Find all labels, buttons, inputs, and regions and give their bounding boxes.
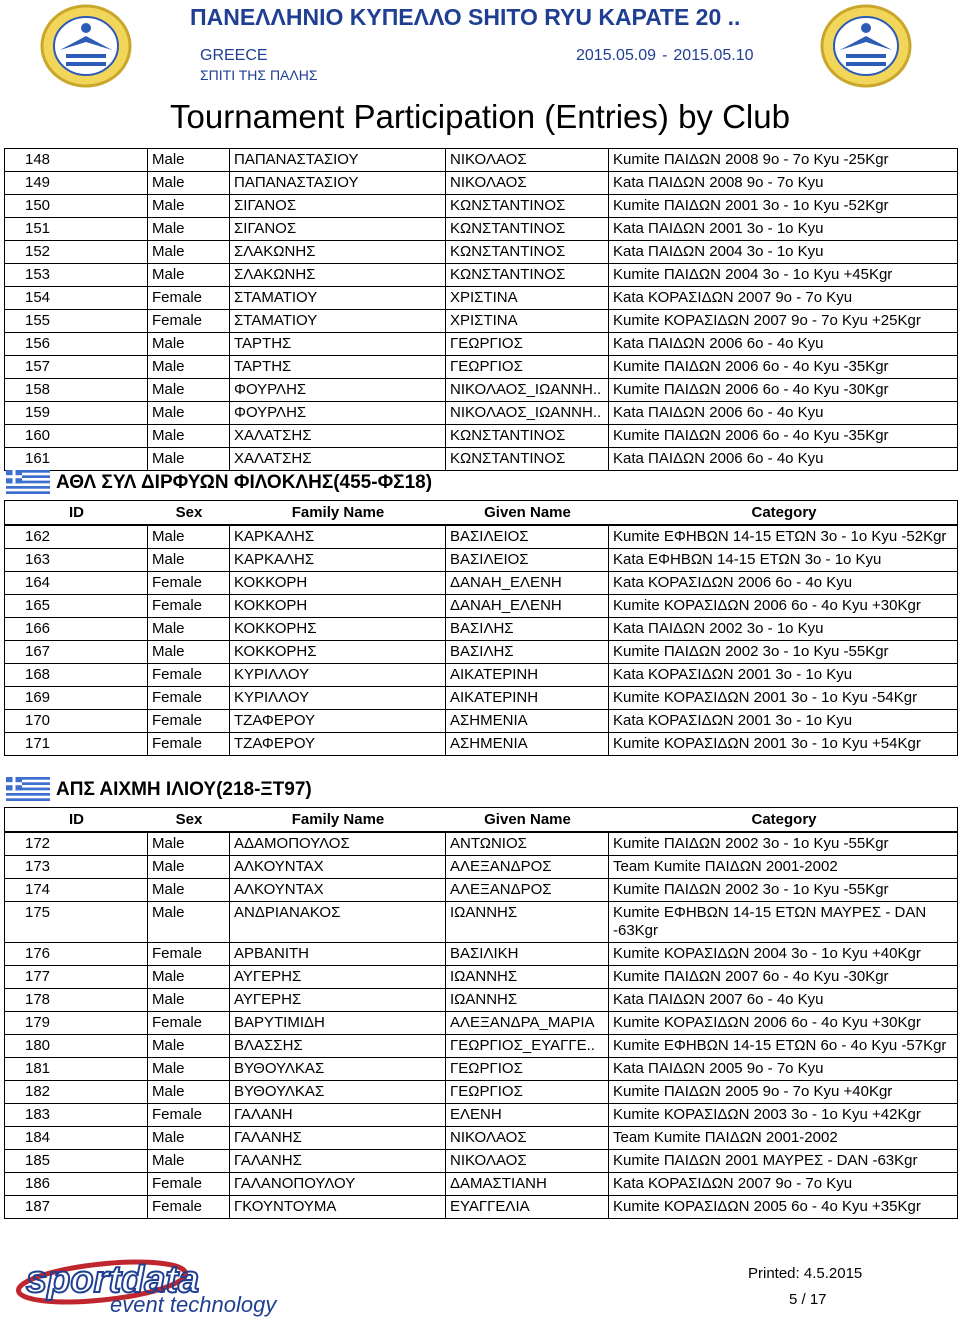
row-given-name: ΝΙΚΟΛΑΟΣ: [445, 1127, 608, 1149]
col-sex-header: Sex: [175, 504, 203, 521]
club-name: ΑΠΣ ΑΙΧΜΗ ΙΛΙΟΥ(218-ΞΤ97): [56, 779, 312, 800]
row-given-name: ΑΝΤΩΝΙΟΣ: [445, 833, 608, 855]
row-family-name: ΠΑΠΑΝΑΣΤΑΣΙΟΥ: [229, 172, 445, 194]
row-category: Kata ΚΟΡΑΣΙΔΩΝ 2007 9ο - 7ο Kyu: [608, 287, 958, 309]
row-id: 181: [4, 1058, 147, 1080]
row-id: 169: [4, 687, 147, 709]
row-family-name: ΑΛΚΟΥΝΤΑΧ: [229, 879, 445, 901]
row-category: Kumite ΠΑΙΔΩΝ 2002 3ο - 1ο Kyu -55Kgr: [608, 641, 958, 663]
row-sex: Male: [147, 195, 229, 217]
row-category: Kumite ΚΟΡΑΣΙΔΩΝ 2001 3ο - 1ο Kyu -54Kgr: [608, 687, 958, 709]
row-id: 178: [4, 989, 147, 1011]
table-row: [4, 833, 958, 856]
col-sex-header: Sex: [175, 811, 203, 828]
col-category-header: Category: [751, 504, 817, 521]
row-family-name: ΣΤΑΜΑΤΙΟΥ: [229, 310, 445, 332]
table-row: [4, 1150, 958, 1173]
table-row: [4, 1012, 958, 1035]
row-family-name: ΤΑΡΤΗΣ: [229, 356, 445, 378]
row-sex: Male: [147, 856, 229, 878]
row-sex: Male: [147, 526, 229, 548]
row-sex: Female: [147, 1012, 229, 1034]
row-category: Kumite ΠΑΙΔΩΝ 2005 9ο - 7ο Kyu +40Kgr: [608, 1081, 958, 1103]
sportdata-logo: [12, 1256, 342, 1318]
row-sex: Male: [147, 618, 229, 640]
row-family-name: ΣΛΑΚΩΝΗΣ: [229, 264, 445, 286]
row-family-name: ΧΑΛΑΤΣΗΣ: [229, 425, 445, 447]
row-sex: Male: [147, 379, 229, 401]
row-given-name: ΝΙΚΟΛΑΟΣ: [445, 149, 608, 171]
row-given-name: ΙΩΑΝΝΗΣ: [445, 989, 608, 1011]
table-row: [4, 549, 958, 572]
row-given-name: ΑΣΗΜΕΝΙΑ: [445, 733, 608, 755]
row-family-name: ΤΖΑΦΕΡΟΥ: [229, 710, 445, 732]
row-given-name: ΒΑΣΙΛΗΣ: [445, 618, 608, 640]
row-id: 166: [4, 618, 147, 640]
row-sex: Female: [147, 310, 229, 332]
row-family-name: ΒΥΘΟΥΛΚΑΣ: [229, 1058, 445, 1080]
row-id: 168: [4, 664, 147, 686]
sportdata-logo-subtext: event technology: [110, 1292, 277, 1317]
row-family-name: ΑΡΒΑΝΙΤΗ: [229, 943, 445, 965]
row-family-name: ΦΟΥΡΛΗΣ: [229, 402, 445, 424]
club-name: ΑΘΛ ΣΥΛ ΔΙΡΦΥΩΝ ΦΙΛΟΚΛΗΣ(455-ΦΣ18): [56, 472, 433, 493]
row-given-name: ΧΡΙΣΤΙΝΑ: [445, 310, 608, 332]
table-row: [4, 172, 958, 195]
row-category: Kata ΕΦΗΒΩΝ 14-15 ΕΤΩΝ 3ο - 1ο Kyu: [608, 549, 958, 571]
row-id: 164: [4, 572, 147, 594]
table-row: [4, 148, 958, 172]
club-section: [4, 466, 958, 756]
club-rows: [4, 526, 958, 756]
row-category: Kata ΚΟΡΑΣΙΔΩΝ 2006 6ο - 4ο Kyu: [608, 572, 958, 594]
row-category: Kata ΚΟΡΑΣΙΔΩΝ 2001 3ο - 1ο Kyu: [608, 664, 958, 686]
row-id: 185: [4, 1150, 147, 1172]
table-row: [4, 310, 958, 333]
table-row: [4, 1196, 958, 1219]
row-category: Kumite ΚΟΡΑΣΙΔΩΝ 2001 3ο - 1ο Kyu +54Kgr: [608, 733, 958, 755]
row-family-name: ΚΟΚΚΟΡΗΣ: [229, 641, 445, 663]
col-given-header: Given Name: [484, 811, 571, 828]
row-family-name: ΚΥΡΙΛΛΟΥ: [229, 664, 445, 686]
table-row: [4, 425, 958, 448]
row-family-name: ΠΑΠΑΝΑΣΤΑΣΙΟΥ: [229, 149, 445, 171]
row-sex: Male: [147, 989, 229, 1011]
row-given-name: ΙΩΑΝΝΗΣ: [445, 902, 608, 942]
row-sex: Male: [147, 333, 229, 355]
row-sex: Female: [147, 943, 229, 965]
table-row: [4, 379, 958, 402]
row-id: 162: [4, 526, 147, 548]
row-family-name: ΓΚΟΥΝΤΟΥΜΑ: [229, 1196, 445, 1218]
row-family-name: ΚΟΚΚΟΡΗΣ: [229, 618, 445, 640]
row-family-name: ΣΤΑΜΑΤΙΟΥ: [229, 287, 445, 309]
row-sex: Male: [147, 902, 229, 942]
row-given-name: ΒΑΣΙΛΗΣ: [445, 641, 608, 663]
table-row: [4, 710, 958, 733]
col-family-header: Family Name: [291, 504, 385, 521]
row-id: 177: [4, 966, 147, 988]
club-section: [4, 773, 958, 1219]
table-row: [4, 195, 958, 218]
row-given-name: ΝΙΚΟΛΑΟΣ: [445, 172, 608, 194]
row-category: Kumite ΠΑΙΔΩΝ 2007 6ο - 4ο Kyu -30Kgr: [608, 966, 958, 988]
table-row: [4, 1081, 958, 1104]
date-from: 2015.05.09: [576, 47, 657, 64]
federation-logo-left: [38, 2, 134, 90]
row-sex: Female: [147, 687, 229, 709]
col-category-header: Category: [751, 811, 817, 828]
table-header: [4, 500, 958, 526]
row-category: Kumite ΠΑΙΔΩΝ 2006 6ο - 4ο Kyu -30Kgr: [608, 379, 958, 401]
row-category: Kumite ΚΟΡΑΣΙΔΩΝ 2006 6ο - 4ο Kyu +30Kgr: [608, 1012, 958, 1034]
table-row: [4, 618, 958, 641]
club-rows: [4, 833, 958, 1219]
row-id: 151: [4, 218, 147, 240]
row-given-name: ΓΕΩΡΓΙΟΣ: [445, 333, 608, 355]
row-category: Kumite ΠΑΙΔΩΝ 2004 3ο - 1ο Kyu +45Kgr: [608, 264, 958, 286]
row-sex: Male: [147, 1058, 229, 1080]
table-row: [4, 687, 958, 710]
col-family-header: Family Name: [291, 811, 385, 828]
row-id: 163: [4, 549, 147, 571]
row-family-name: ΒΛΑΣΣΗΣ: [229, 1035, 445, 1057]
table-row: [4, 1127, 958, 1150]
row-id: 174: [4, 879, 147, 901]
report-title: Tournament Participation (Entries) by Club: [170, 98, 790, 135]
row-sex: Female: [147, 733, 229, 755]
row-given-name: ΚΩΝΣΤΑΝΤΙΝΟΣ: [445, 425, 608, 447]
row-given-name: ΚΩΝΣΤΑΝΤΙΝΟΣ: [445, 448, 608, 470]
row-family-name: ΤΖΑΦΕΡΟΥ: [229, 733, 445, 755]
row-category: Kata ΠΑΙΔΩΝ 2008 9ο - 7ο Kyu: [608, 172, 958, 194]
row-family-name: ΚΑΡΚΑΛΗΣ: [229, 526, 445, 548]
row-id: 158: [4, 379, 147, 401]
row-id: 160: [4, 425, 147, 447]
federation-logo-right: [818, 2, 914, 90]
row-id: 172: [4, 833, 147, 855]
club-header: [4, 773, 958, 807]
row-sex: Male: [147, 833, 229, 855]
row-category: Kata ΠΑΙΔΩΝ 2005 9ο - 7ο Kyu: [608, 1058, 958, 1080]
col-given-header: Given Name: [484, 504, 571, 521]
row-sex: Male: [147, 641, 229, 663]
tournament-title: ΠΑΝΕΛΛΗΝΙΟ ΚΥΠΕΛΛΟ SHITO RYU ΚΑΡΑΤΕ 20 ..: [190, 4, 741, 30]
row-given-name: ΒΑΣΙΛΕΙΟΣ: [445, 549, 608, 571]
row-category: Kata ΠΑΙΔΩΝ 2006 6ο - 4ο Kyu: [608, 402, 958, 424]
country: GREECE: [200, 47, 268, 64]
table-row: [4, 241, 958, 264]
row-id: 155: [4, 310, 147, 332]
table-header: [4, 807, 958, 833]
row-given-name: ΓΕΩΡΓΙΟΣ_ΕΥΑΓΓΕ..: [445, 1035, 608, 1057]
row-given-name: ΝΙΚΟΛΑΟΣ: [445, 1150, 608, 1172]
row-category: Kumite ΚΟΡΑΣΙΔΩΝ 2007 9ο - 7ο Kyu +25Kgr: [608, 310, 958, 332]
row-sex: Male: [147, 264, 229, 286]
row-sex: Male: [147, 218, 229, 240]
row-id: 170: [4, 710, 147, 732]
row-family-name: ΓΑΛΑΝΗΣ: [229, 1150, 445, 1172]
row-given-name: ΝΙΚΟΛΑΟΣ_ΙΩΑΝΝΗ..: [445, 402, 608, 424]
row-category: Team Kumite ΠΑΙΔΩΝ 2001-2002: [608, 856, 958, 878]
row-family-name: ΣΙΓΑΝΟΣ: [229, 195, 445, 217]
row-given-name: ΔΑΝΑΗ_ΕΛΕΝΗ: [445, 595, 608, 617]
row-category: Kata ΠΑΙΔΩΝ 2006 6ο - 4ο Kyu: [608, 333, 958, 355]
row-sex: Female: [147, 287, 229, 309]
row-sex: Female: [147, 572, 229, 594]
row-category: Kumite ΕΦΗΒΩΝ 14-15 ΕΤΩΝ 6ο - 4ο Kyu -57Kgr: [608, 1035, 958, 1057]
date-separator: -: [662, 47, 668, 64]
table-row: [4, 526, 958, 549]
row-sex: Male: [147, 1081, 229, 1103]
row-given-name: ΒΑΣΙΛΙΚΗ: [445, 943, 608, 965]
row-given-name: ΓΕΩΡΓΙΟΣ: [445, 1058, 608, 1080]
row-category: Kata ΠΑΙΔΩΝ 2007 6ο - 4ο Kyu: [608, 989, 958, 1011]
row-family-name: ΓΑΛΑΝΟΠΟΥΛΟΥ: [229, 1173, 445, 1195]
row-id: 152: [4, 241, 147, 263]
row-category: Kumite ΚΟΡΑΣΙΔΩΝ 2006 6ο - 4ο Kyu +30Kgr: [608, 595, 958, 617]
table-row: [4, 879, 958, 902]
row-category: Kumite ΕΦΗΒΩΝ 14-15 ΕΤΩΝ 3ο - 1ο Kyu -52Kgr: [608, 526, 958, 548]
row-sex: Male: [147, 966, 229, 988]
row-id: 175: [4, 902, 147, 942]
row-id: 187: [4, 1196, 147, 1218]
row-family-name: ΧΑΛΑΤΣΗΣ: [229, 448, 445, 470]
row-family-name: ΓΑΛΑΝΗΣ: [229, 1127, 445, 1149]
row-id: 183: [4, 1104, 147, 1126]
row-category: Kumite ΠΑΙΔΩΝ 2002 3ο - 1ο Kyu -55Kgr: [608, 879, 958, 901]
greek-flag-icon: [6, 777, 50, 801]
row-sex: Female: [147, 595, 229, 617]
row-given-name: ΑΙΚΑΤΕΡΙΝΗ: [445, 664, 608, 686]
table-row: [4, 733, 958, 756]
row-sex: Female: [147, 1173, 229, 1195]
row-family-name: ΓΑΛΑΝΗ: [229, 1104, 445, 1126]
table-row: [4, 264, 958, 287]
table-row: [4, 595, 958, 618]
row-given-name: ΑΙΚΑΤΕΡΙΝΗ: [445, 687, 608, 709]
table-row: [4, 664, 958, 687]
row-category: Kumite ΕΦΗΒΩΝ 14-15 ΕΤΩΝ ΜΑΥΡΕΣ - DAN -63Kgr: [608, 902, 958, 942]
table-row: [4, 572, 958, 595]
row-given-name: ΑΣΗΜΕΝΙΑ: [445, 710, 608, 732]
row-family-name: ΚΑΡΚΑΛΗΣ: [229, 549, 445, 571]
row-category: Kata ΠΑΙΔΩΝ 2004 3ο - 1ο Kyu: [608, 241, 958, 263]
row-category: Kumite ΚΟΡΑΣΙΔΩΝ 2005 6ο - 4ο Kyu +35Kgr: [608, 1196, 958, 1218]
row-family-name: ΚΥΡΙΛΛΟΥ: [229, 687, 445, 709]
row-category: Kata ΠΑΙΔΩΝ 2001 3ο - 1ο Kyu: [608, 218, 958, 240]
row-family-name: ΦΟΥΡΛΗΣ: [229, 379, 445, 401]
club-header: [4, 466, 958, 500]
row-sex: Male: [147, 425, 229, 447]
row-sex: Male: [147, 356, 229, 378]
row-category: Kata ΚΟΡΑΣΙΔΩΝ 2001 3ο - 1ο Kyu: [608, 710, 958, 732]
row-given-name: ΓΕΩΡΓΙΟΣ: [445, 1081, 608, 1103]
row-given-name: ΒΑΣΙΛΕΙΟΣ: [445, 526, 608, 548]
table-row: [4, 966, 958, 989]
row-id: 167: [4, 641, 147, 663]
table-row: [4, 902, 958, 943]
row-category: Kata ΠΑΙΔΩΝ 2002 3ο - 1ο Kyu: [608, 618, 958, 640]
row-family-name: ΒΑΡΥΤΙΜΙΔΗ: [229, 1012, 445, 1034]
row-id: 154: [4, 287, 147, 309]
row-sex: Female: [147, 1104, 229, 1126]
table-row: [4, 356, 958, 379]
table-row: [4, 333, 958, 356]
row-category: Kumite ΠΑΙΔΩΝ 2001 ΜΑΥΡΕΣ - DAN -63Kgr: [608, 1150, 958, 1172]
row-id: 182: [4, 1081, 147, 1103]
table-row: [4, 856, 958, 879]
table-row: [4, 943, 958, 966]
row-id: 153: [4, 264, 147, 286]
printed-date: Printed: 4.5.2015: [748, 1265, 863, 1282]
continued-table: [4, 148, 958, 471]
row-given-name: ΑΛΕΞΑΝΔΡΑ_ΜΑΡΙΑ: [445, 1012, 608, 1034]
greek-flag-icon: [6, 470, 50, 494]
row-given-name: ΕΥΑΓΓΕΛΙΑ: [445, 1196, 608, 1218]
row-sex: Male: [147, 149, 229, 171]
row-family-name: ΒΥΘΟΥΛΚΑΣ: [229, 1081, 445, 1103]
row-sex: Male: [147, 241, 229, 263]
row-family-name: ΣΙΓΑΝΟΣ: [229, 218, 445, 240]
row-id: 176: [4, 943, 147, 965]
row-category: Kumite ΠΑΙΔΩΝ 2006 6ο - 4ο Kyu -35Kgr: [608, 425, 958, 447]
row-sex: Female: [147, 664, 229, 686]
row-given-name: ΑΛΕΞΑΝΔΡΟΣ: [445, 879, 608, 901]
row-id: 159: [4, 402, 147, 424]
row-given-name: ΓΕΩΡΓΙΟΣ: [445, 356, 608, 378]
row-given-name: ΚΩΝΣΤΑΝΤΙΝΟΣ: [445, 195, 608, 217]
row-given-name: ΔΑΜΑΣΤΙΑΝΗ: [445, 1173, 608, 1195]
row-category: Kata ΠΑΙΔΩΝ 2006 6ο - 4ο Kyu: [608, 448, 958, 470]
row-category: Kumite ΠΑΙΔΩΝ 2001 3ο - 1ο Kyu -52Kgr: [608, 195, 958, 217]
row-category: Kumite ΚΟΡΑΣΙΔΩΝ 2003 3ο - 1ο Kyu +42Kgr: [608, 1104, 958, 1126]
table-row: [4, 989, 958, 1012]
row-id: 180: [4, 1035, 147, 1057]
row-sex: Male: [147, 1150, 229, 1172]
date-to: 2015.05.10: [673, 47, 754, 64]
row-family-name: ΑΝΔΡΙΑΝΑΚΟΣ: [229, 902, 445, 942]
row-category: Team Kumite ΠΑΙΔΩΝ 2001-2002: [608, 1127, 958, 1149]
row-given-name: ΚΩΝΣΤΑΝΤΙΝΟΣ: [445, 241, 608, 263]
row-family-name: ΚΟΚΚΟΡΗ: [229, 595, 445, 617]
page-number: 5 / 17: [789, 1291, 827, 1308]
col-id-header: ID: [69, 811, 84, 828]
table-row: [4, 641, 958, 664]
sportdata-logo-text: sportdata: [26, 1259, 200, 1301]
row-category: Kumite ΠΑΙΔΩΝ 2002 3ο - 1ο Kyu -55Kgr: [608, 833, 958, 855]
table-row: [4, 1058, 958, 1081]
row-family-name: ΚΟΚΚΟΡΗ: [229, 572, 445, 594]
row-given-name: ΙΩΑΝΝΗΣ: [445, 966, 608, 988]
row-given-name: ΝΙΚΟΛΑΟΣ_ΙΩΑΝΝΗ..: [445, 379, 608, 401]
row-category: Kata ΚΟΡΑΣΙΔΩΝ 2007 9ο - 7ο Kyu: [608, 1173, 958, 1195]
row-id: 184: [4, 1127, 147, 1149]
row-id: 186: [4, 1173, 147, 1195]
row-family-name: ΣΛΑΚΩΝΗΣ: [229, 241, 445, 263]
table-row: [4, 1173, 958, 1196]
row-family-name: ΑΥΓΕΡΗΣ: [229, 966, 445, 988]
row-id: 150: [4, 195, 147, 217]
table-row: [4, 1104, 958, 1127]
venue: ΣΠΙΤΙ ΤΗΣ ΠΑΛΗΣ: [200, 67, 318, 83]
row-id: 165: [4, 595, 147, 617]
row-id: 171: [4, 733, 147, 755]
row-id: 149: [4, 172, 147, 194]
row-category: Kumite ΚΟΡΑΣΙΔΩΝ 2004 3ο - 1ο Kyu +40Kgr: [608, 943, 958, 965]
row-family-name: ΤΑΡΤΗΣ: [229, 333, 445, 355]
row-sex: Male: [147, 1035, 229, 1057]
table-row: [4, 402, 958, 425]
row-sex: Male: [147, 448, 229, 470]
row-category: Kumite ΠΑΙΔΩΝ 2006 6ο - 4ο Kyu -35Kgr: [608, 356, 958, 378]
row-sex: Male: [147, 402, 229, 424]
row-given-name: ΕΛΕΝΗ: [445, 1104, 608, 1126]
row-family-name: ΑΛΚΟΥΝΤΑΧ: [229, 856, 445, 878]
row-given-name: ΔΑΝΑΗ_ΕΛΕΝΗ: [445, 572, 608, 594]
row-sex: Male: [147, 172, 229, 194]
row-given-name: ΧΡΙΣΤΙΝΑ: [445, 287, 608, 309]
row-sex: Male: [147, 1127, 229, 1149]
date-range: [576, 47, 753, 65]
table-row: [4, 218, 958, 241]
row-given-name: ΚΩΝΣΤΑΝΤΙΝΟΣ: [445, 264, 608, 286]
row-id: 161: [4, 448, 147, 470]
row-given-name: ΑΛΕΞΑΝΔΡΟΣ: [445, 856, 608, 878]
row-family-name: ΑΔΑΜΟΠΟΥΛΟΣ: [229, 833, 445, 855]
row-sex: Male: [147, 549, 229, 571]
row-family-name: ΑΥΓΕΡΗΣ: [229, 989, 445, 1011]
row-given-name: ΚΩΝΣΤΑΝΤΙΝΟΣ: [445, 218, 608, 240]
row-id: 173: [4, 856, 147, 878]
row-category: Kumite ΠΑΙΔΩΝ 2008 9ο - 7ο Kyu -25Kgr: [608, 149, 958, 171]
table-row: [4, 1035, 958, 1058]
row-id: 157: [4, 356, 147, 378]
row-id: 179: [4, 1012, 147, 1034]
row-id: 148: [4, 149, 147, 171]
row-sex: Female: [147, 1196, 229, 1218]
row-sex: Female: [147, 710, 229, 732]
col-id-header: ID: [69, 504, 84, 521]
row-sex: Male: [147, 879, 229, 901]
table-row: [4, 287, 958, 310]
row-id: 156: [4, 333, 147, 355]
